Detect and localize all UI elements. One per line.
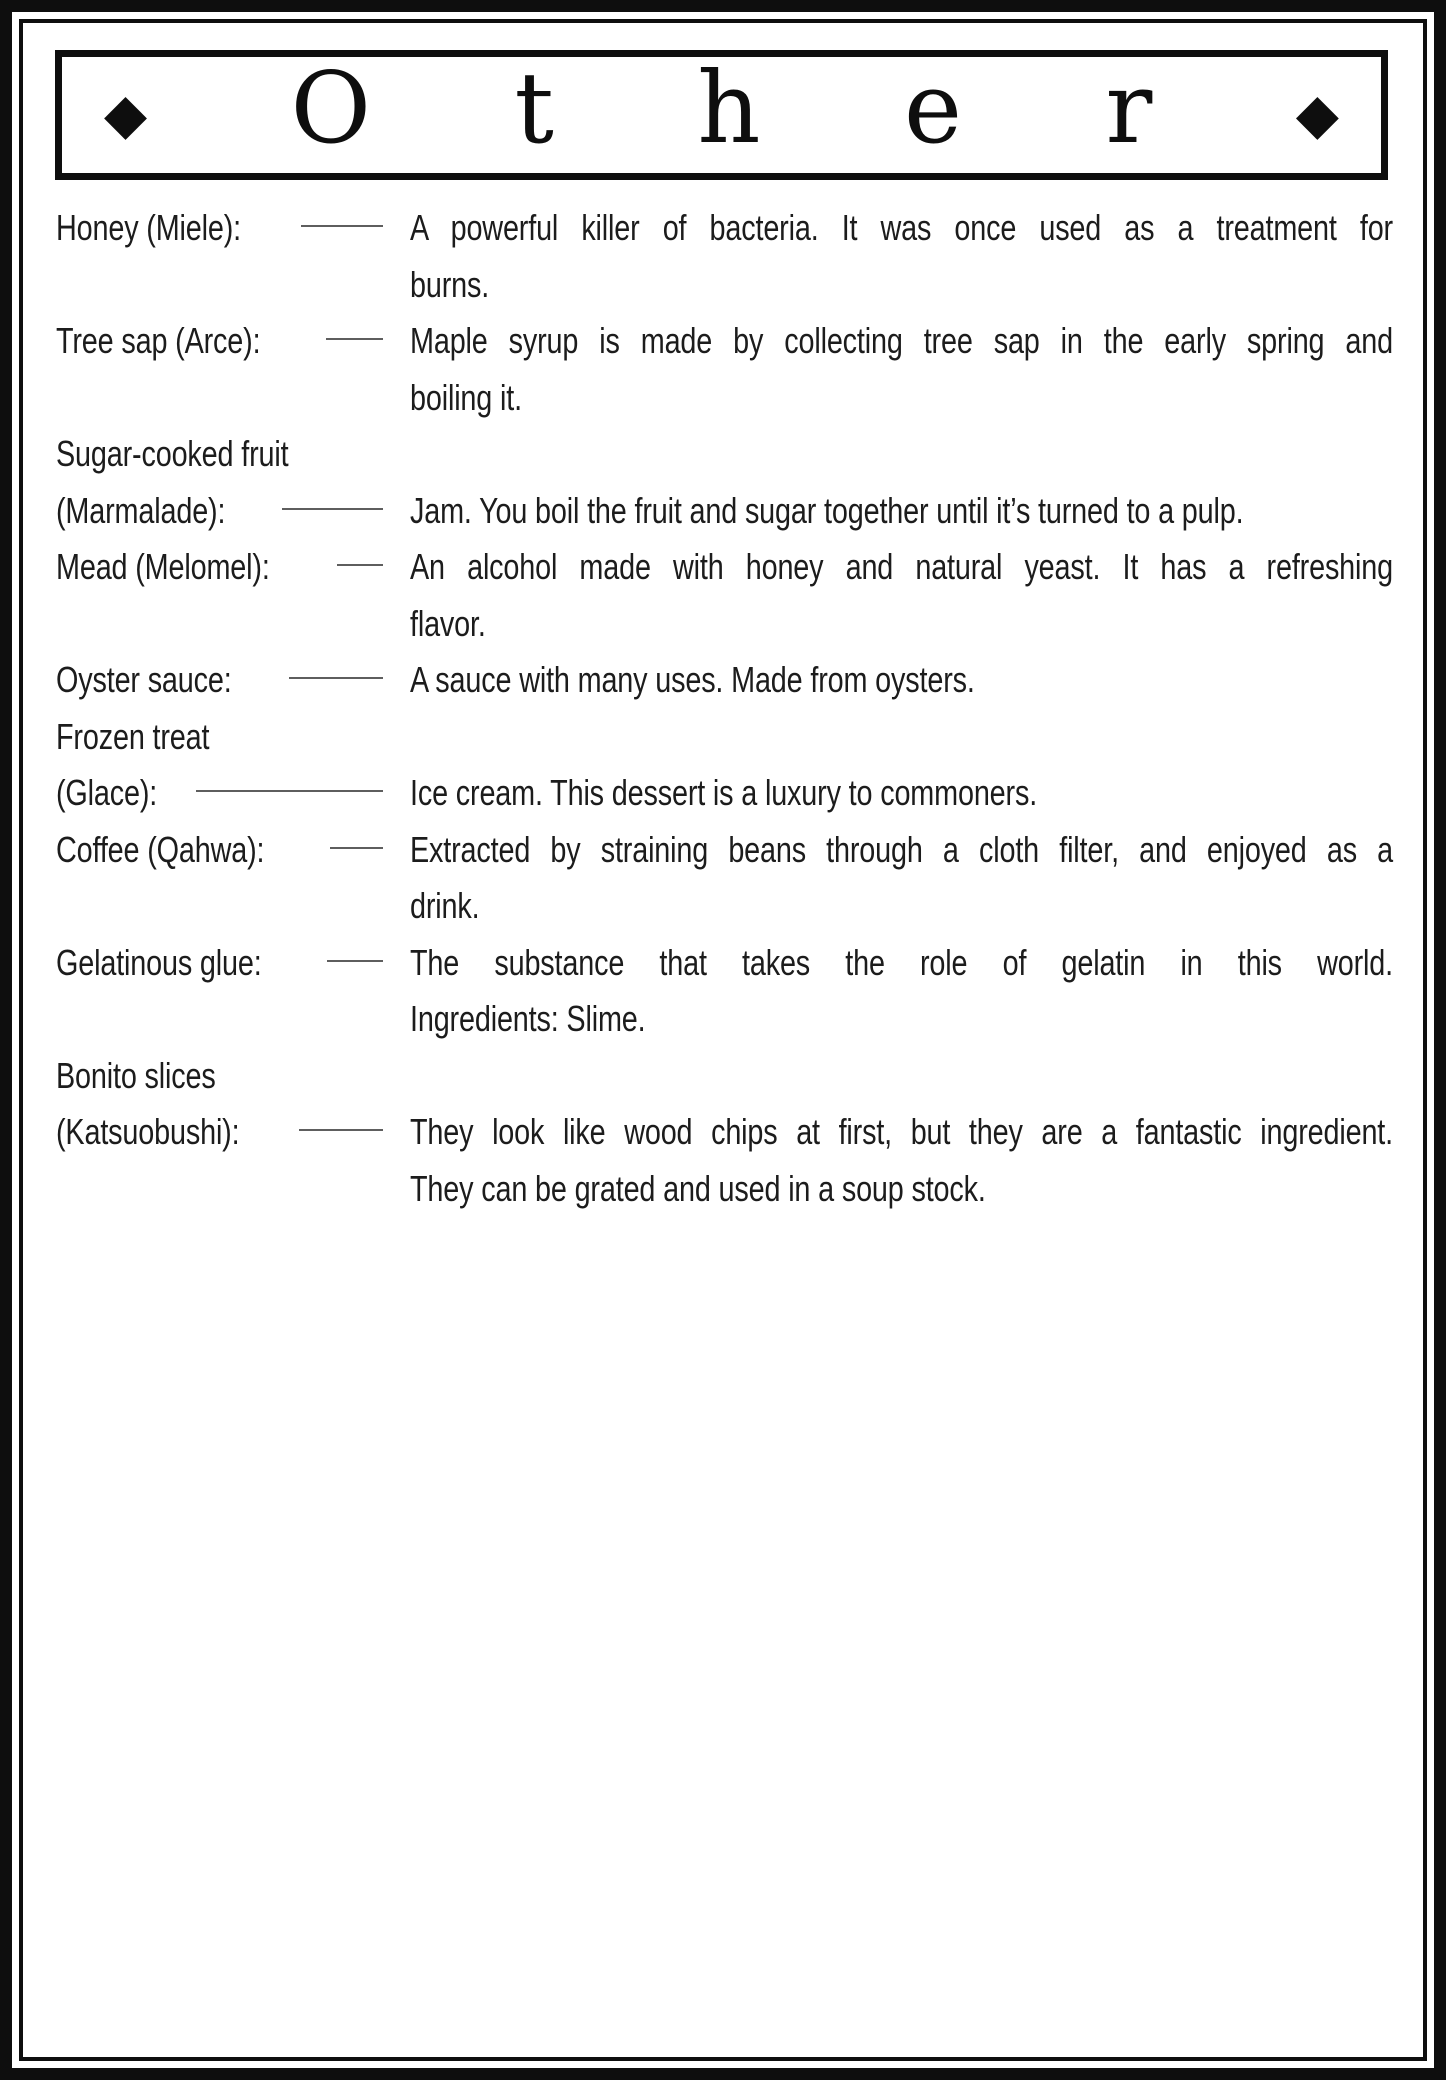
- glossary-row: [56, 652, 1393, 709]
- definition-cell: [410, 257, 1393, 314]
- term-cell: [56, 1048, 410, 1105]
- title-letter: O: [290, 52, 371, 166]
- glossary-row: [56, 370, 1393, 427]
- glossary-row: [56, 200, 1393, 257]
- glossary-row: [56, 765, 1393, 822]
- term-cell: [56, 652, 410, 709]
- glossary-rows: [56, 200, 1393, 1217]
- term-text: Mead (Melomel):: [56, 546, 270, 587]
- definition-cell: [410, 709, 1393, 766]
- definition-line: An alcohol made with honey and natural yeast. It has a refreshing: [410, 546, 1393, 587]
- definition-line: Maple syrup is made by collecting tree sap in the early spring and: [410, 320, 1393, 361]
- term-cell: [56, 370, 410, 427]
- term-text: (Marmalade):: [56, 489, 226, 531]
- term-cell: [56, 596, 410, 653]
- definition-line: drink.: [410, 885, 480, 926]
- title-letter: t: [514, 52, 554, 166]
- title-letter: e: [904, 52, 962, 166]
- title-banner: [55, 50, 1388, 180]
- dash-line: [299, 1129, 383, 1131]
- definition-cell: [410, 200, 1393, 257]
- term-text: Gelatinous glue:: [56, 941, 262, 983]
- definition-line: The substance that takes the role of gelatin in this world.: [410, 941, 1393, 983]
- definition-line: A sauce with many uses. Made from oysters.: [410, 659, 975, 700]
- definition-cell: [410, 1104, 1393, 1161]
- dash-line: [282, 508, 383, 510]
- definition-line: flavor.: [410, 602, 486, 644]
- term-cell: [56, 822, 410, 879]
- glossary-row: [56, 878, 1393, 935]
- term-text: Frozen treat: [56, 715, 210, 757]
- definition-line: They can be grated and used in a soup stock.: [410, 1167, 986, 1209]
- glossary-row: [56, 1161, 1393, 1218]
- definition-line: Ingredients: Slime.: [410, 998, 646, 1039]
- term-cell: [56, 765, 410, 822]
- glossary-row: [56, 313, 1393, 370]
- term-cell: [56, 483, 410, 540]
- term-text: Honey (Miele):: [56, 207, 242, 248]
- term-cell: [56, 878, 410, 935]
- term-text: Coffee (Qahwa):: [56, 828, 265, 870]
- dash-line: [301, 225, 383, 227]
- glossary-row: [56, 539, 1393, 596]
- definition-cell: [410, 539, 1393, 596]
- dash-line: [289, 677, 383, 679]
- definition-cell: [410, 652, 1393, 709]
- term-cell: [56, 991, 410, 1048]
- term-cell: [56, 426, 410, 483]
- definition-line: A powerful killer of bacteria. It was once used as a treatment for: [410, 207, 1393, 248]
- diamond-icon: ◆: [1295, 82, 1339, 147]
- term-cell: [56, 709, 410, 766]
- term-cell: [56, 200, 410, 257]
- dash-line: [337, 564, 383, 566]
- term-text: Bonito slices: [56, 1054, 216, 1096]
- term-cell: [56, 313, 410, 370]
- term-cell: [56, 1161, 410, 1218]
- glossary-row: [56, 991, 1393, 1048]
- glossary-row: [56, 483, 1393, 540]
- definition-cell: [410, 1161, 1393, 1218]
- definition-cell: [410, 822, 1393, 879]
- definition-cell: [410, 935, 1393, 992]
- definition-cell: [410, 878, 1393, 935]
- page-content: [23, 23, 1423, 2057]
- glossary-row: [56, 709, 1393, 766]
- term-cell: [56, 257, 410, 314]
- title-letter: h: [697, 52, 761, 166]
- definition-cell: [410, 596, 1393, 653]
- diamond-icon: ◆: [104, 82, 148, 147]
- definition-line: Extracted by straining beans through a cloth filter, and enjoyed as a: [410, 828, 1393, 870]
- glossary-row: [56, 822, 1393, 879]
- glossary-row: [56, 257, 1393, 314]
- dash-line: [330, 847, 383, 849]
- term-text: Oyster sauce:: [56, 659, 232, 700]
- term-text: (Katsuobushi):: [56, 1111, 240, 1152]
- definition-line: burns.: [410, 263, 490, 305]
- dash-line: [327, 960, 383, 962]
- dash-line: [326, 338, 383, 340]
- term-text: Sugar-cooked fruit: [56, 433, 289, 474]
- title-letter: r: [1105, 52, 1153, 166]
- term-cell: [56, 1104, 410, 1161]
- definition-cell: [410, 483, 1393, 540]
- definition-line: They look like wood chips at first, but they are a fantastic ingredient.: [410, 1111, 1393, 1152]
- definition-line: Jam. You boil the fruit and sugar together until it’s turned to a pulp.: [410, 489, 1244, 531]
- definition-line: boiling it.: [410, 376, 522, 418]
- definition-cell: [410, 370, 1393, 427]
- definition-cell: [410, 313, 1393, 370]
- glossary-row: [56, 935, 1393, 992]
- definition-line: Ice cream. This dessert is a luxury to commoners.: [410, 772, 1038, 813]
- glossary-row: [56, 1104, 1393, 1161]
- glossary-row: [56, 1048, 1393, 1105]
- definition-cell: [410, 1048, 1393, 1105]
- term-text: Tree sap (Arce):: [56, 320, 261, 361]
- glossary-row: [56, 426, 1393, 483]
- definition-cell: [410, 991, 1393, 1048]
- definition-cell: [410, 426, 1393, 483]
- definition-cell: [410, 765, 1393, 822]
- term-cell: [56, 539, 410, 596]
- term-text: (Glace):: [56, 772, 158, 813]
- glossary-row: [56, 596, 1393, 653]
- dash-line: [196, 790, 383, 792]
- term-cell: [56, 935, 410, 992]
